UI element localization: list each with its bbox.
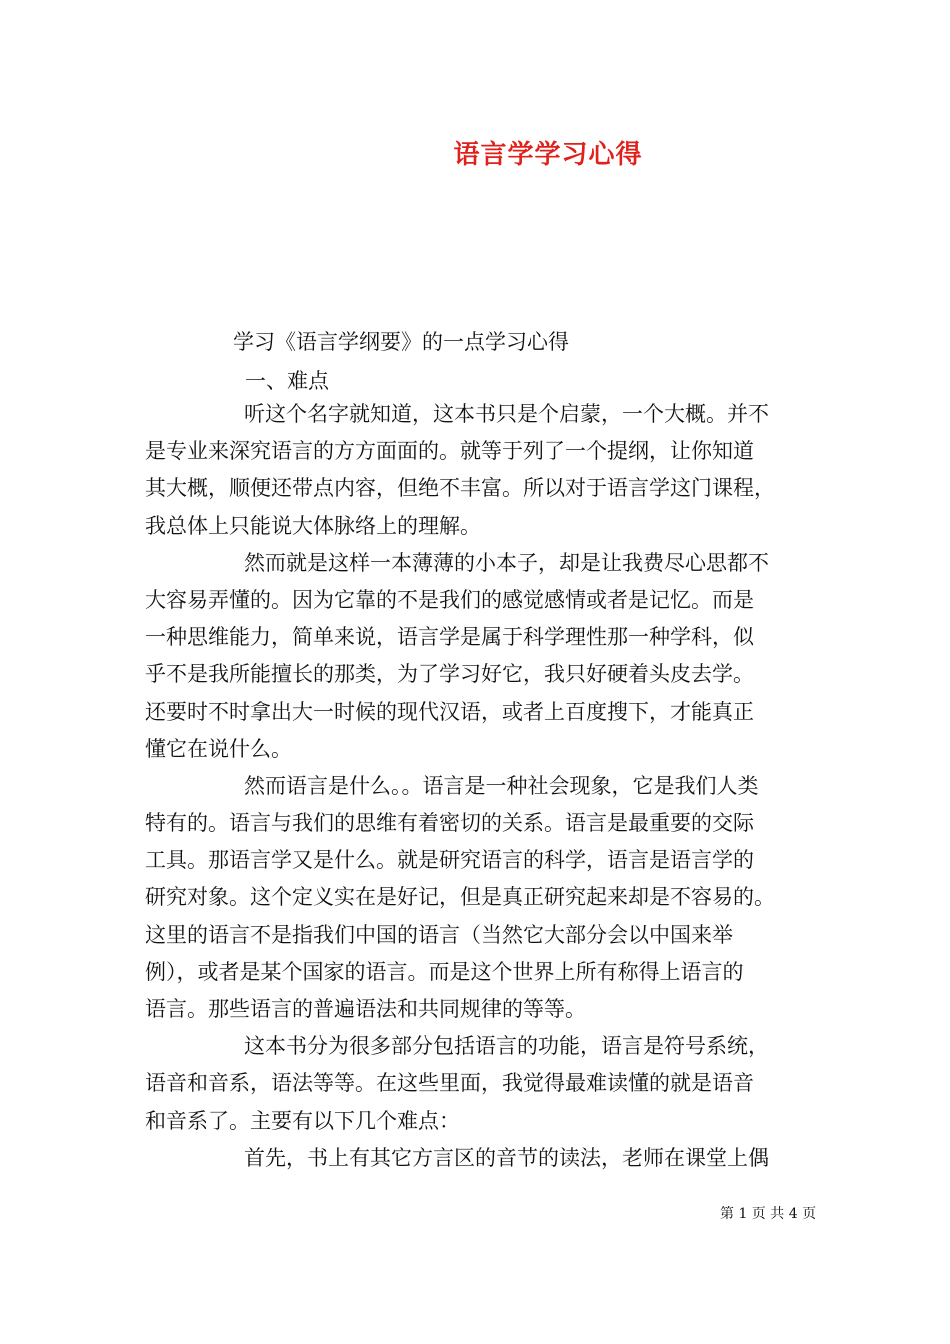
- text-line: 特有的。语言与我们的思维有着密切的关系。语言是最重要的交际: [145, 811, 754, 836]
- text-line: 研究对象。这个定义实在是好记，但是真正研究起来却是不容易的。: [145, 885, 775, 910]
- text-line: 然而语言是什么。。语言是一种社会现象，它是我们人类: [244, 773, 759, 798]
- document-body: [145, 396, 810, 1177]
- text-line: 听这个名字就知道，这本书只是个启蒙，一个大概。并不: [244, 402, 769, 426]
- text-line: 一种思维能力，简单来说，语言学是属于科学理性那一种学科，似: [145, 625, 754, 650]
- text-line: 大容易弄懂的。因为它靠的不是我们的感觉感情或者是记忆。而是: [145, 587, 754, 612]
- paragraph-3: [145, 768, 810, 1028]
- text-line: 乎不是我所能擅长的那类，为了学习好它，我只好硬着头皮去学。: [145, 662, 754, 687]
- text-line: 这本书分为很多部分包括语言的功能，语言是符号系统，: [244, 1034, 769, 1059]
- paragraph-4: [145, 1028, 810, 1140]
- paragraph-1: [145, 396, 810, 545]
- text-line: 和音系了。主要有以下几个难点：: [145, 1108, 460, 1133]
- document-subtitle: 学习《语言学纲要》的一点学习心得: [233, 330, 569, 354]
- text-line: 是专业来深究语言的方方面面的。就等于列了一个提纲，让你知道: [145, 439, 754, 464]
- paragraph-5: [145, 1140, 810, 1177]
- document-title: 语言学学习心得: [453, 140, 643, 170]
- text-line: 还要时不时拿出大一时候的现代汉语，或者上百度搜下，才能真正: [145, 699, 754, 724]
- text-line: 然而就是这样一本薄薄的小本子，却是让我费尽心思都不: [244, 550, 769, 575]
- text-line: 工具。那语言学又是什么。就是研究语言的科学，语言是语言学的: [145, 848, 754, 873]
- text-line: 我总体上只能说大体脉络上的理解。: [145, 513, 481, 538]
- text-line: 这里的语言不是指我们中国的语言（当然它大部分会以中国来举: [145, 922, 733, 947]
- text-line: 懂它在说什么。: [145, 736, 292, 761]
- paragraph-2: [145, 545, 810, 768]
- text-line: 其大概，顺便还带点内容，但绝不丰富。所以对于语言学这门课程，: [145, 476, 775, 501]
- section-heading: 一、难点: [245, 369, 329, 393]
- text-line: 语言。那些语言的普遍语法和共同规律的等等。: [145, 997, 586, 1021]
- text-line: 语音和音系，语法等等。在这些里面，我觉得最难读懂的就是语音: [145, 1071, 754, 1096]
- text-line: 首先，书上有其它方言区的音节的读法，老师在课堂上偶: [244, 1145, 769, 1170]
- page-footer: 第 1 页 共 4 页: [720, 1206, 817, 1222]
- text-line: 例），或者是某个国家的语言。而是这个世界上所有称得上语言的: [145, 959, 744, 984]
